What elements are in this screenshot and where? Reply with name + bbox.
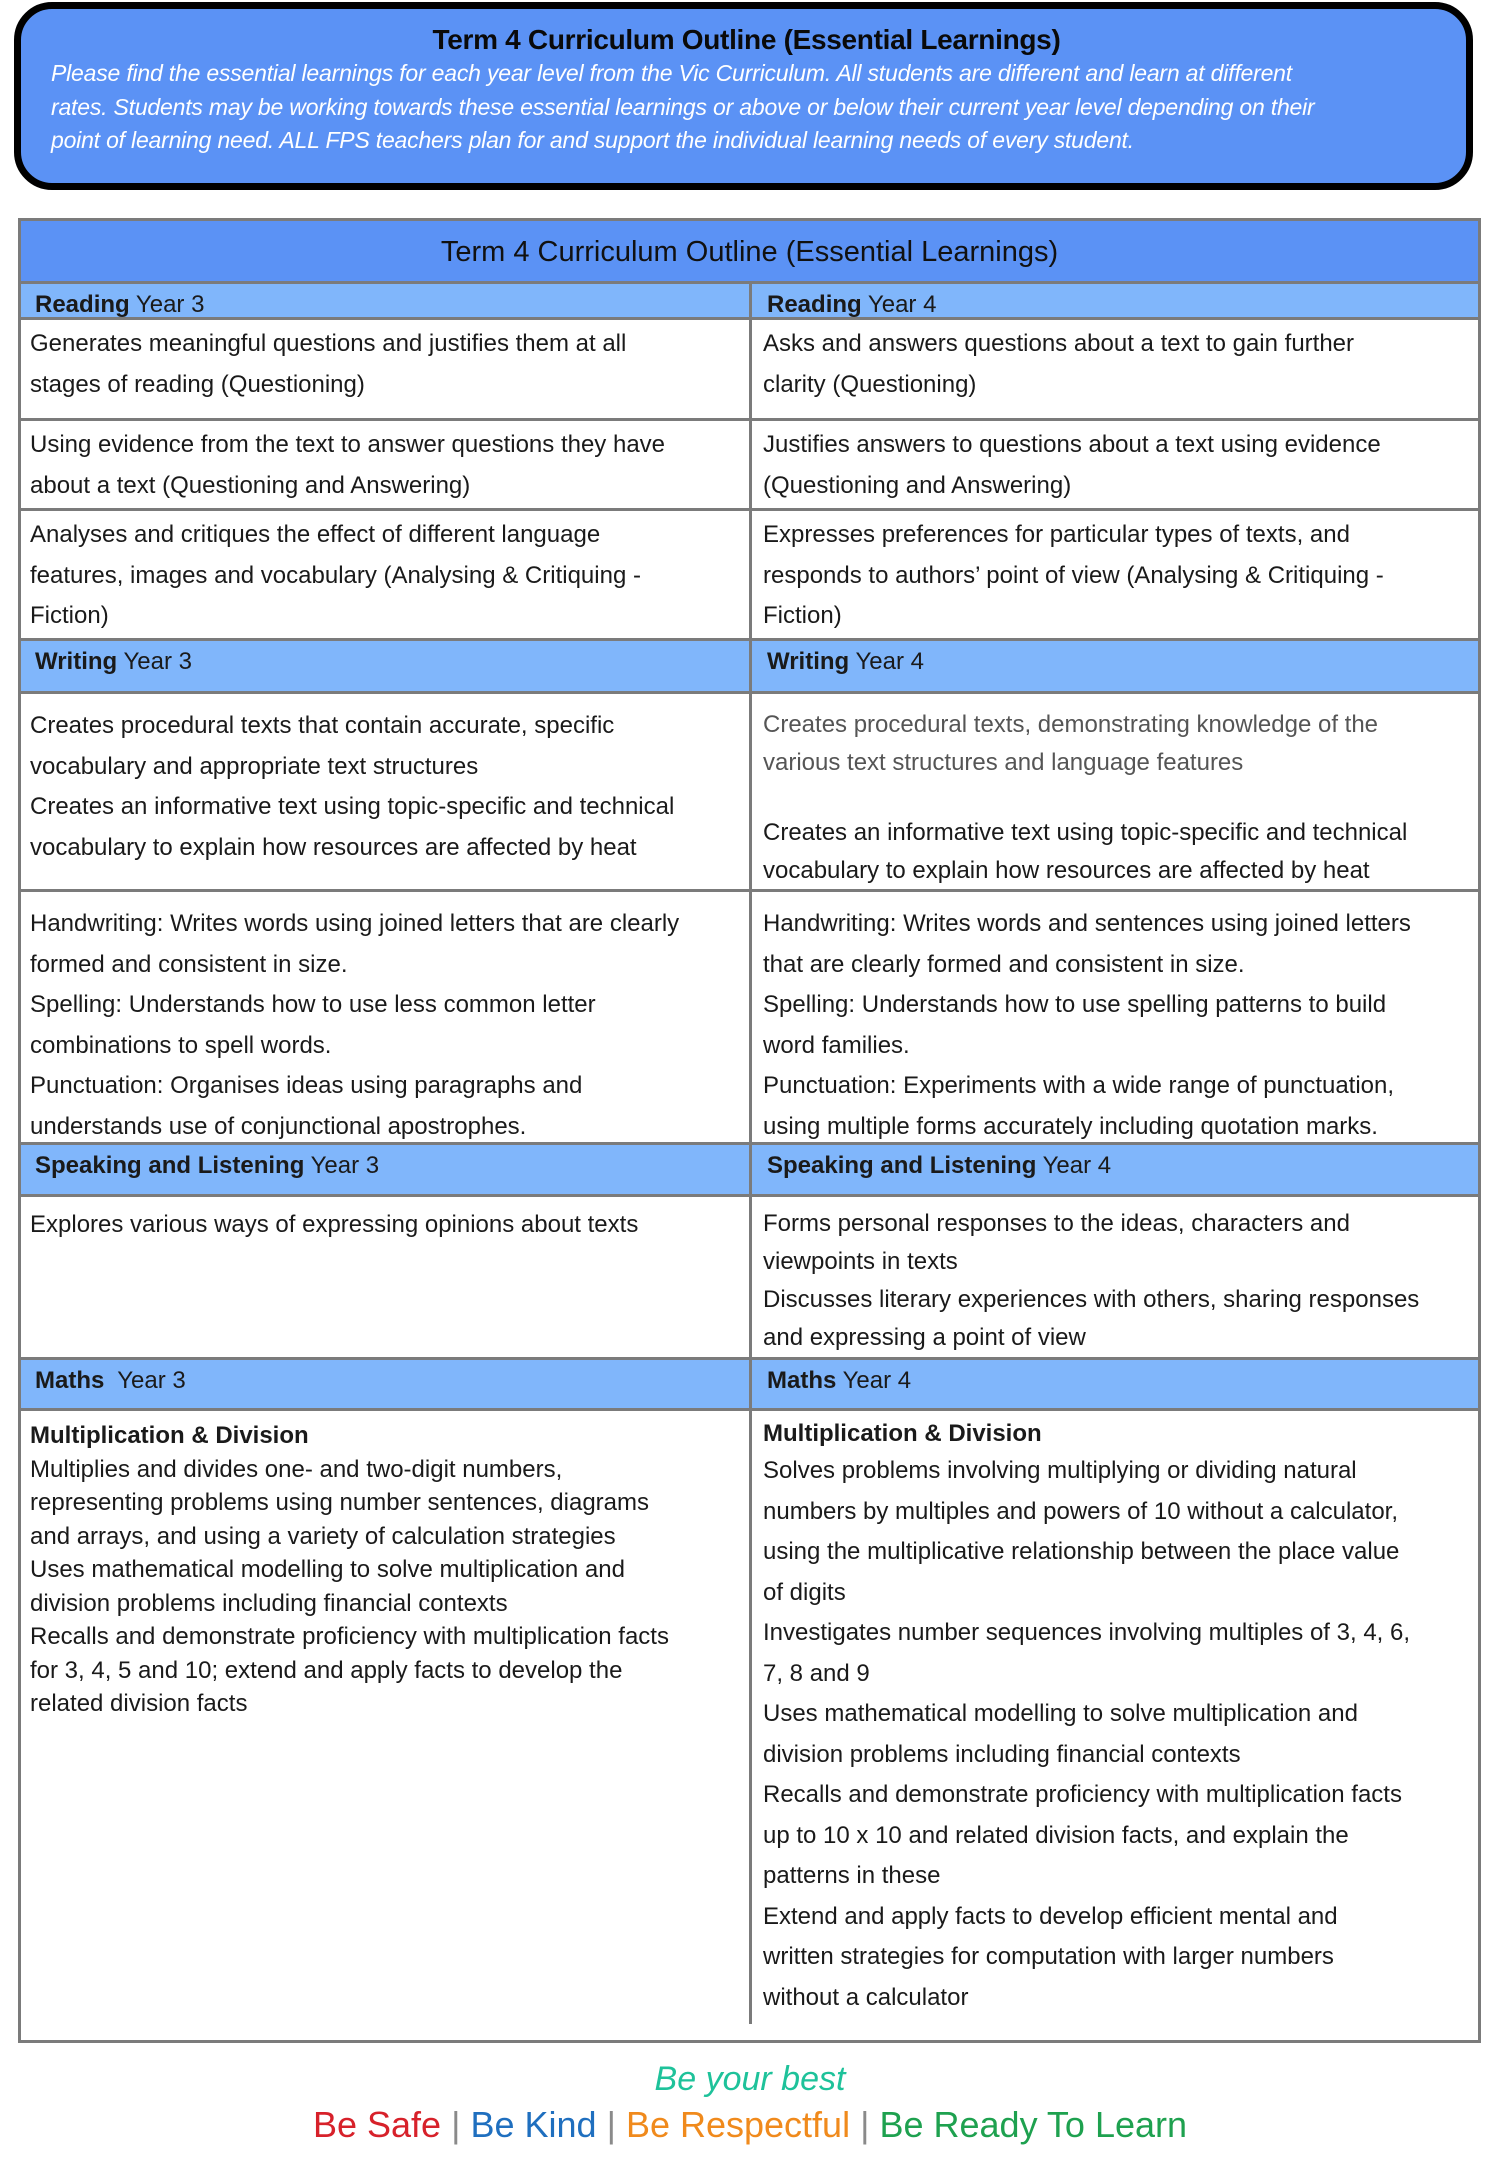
cell-line: vocabulary to explain how resources are affected by heat bbox=[30, 833, 637, 861]
banner-line: rates. Students may be working towards these essential learnings or above or below their current year level depending on their bbox=[51, 93, 1315, 120]
banner-line: point of learning need. ALL FPS teachers plan for and support the individual learning needs of every student. bbox=[51, 127, 1134, 153]
cell-line: about a text (Questioning and Answering) bbox=[30, 471, 471, 499]
cell-line: clarity (Questioning) bbox=[763, 370, 977, 398]
cell-line: Fiction) bbox=[763, 602, 842, 629]
year-label: Year 4 bbox=[1042, 1152, 1112, 1179]
cell-line: numbers by multiples and powers of 10 without a calculator, bbox=[763, 1497, 1399, 1525]
table-row bbox=[21, 511, 1478, 641]
reading-year3-cell bbox=[21, 511, 752, 638]
table-row bbox=[21, 1197, 1478, 1360]
blank-line bbox=[763, 782, 1470, 814]
cell-line: Extend and apply facts to develop efficient mental and bbox=[763, 1902, 1338, 1930]
intro-banner bbox=[14, 2, 1473, 190]
cell-line: division problems including financial contexts bbox=[30, 1589, 508, 1617]
value-be-respectful: Be Respectful bbox=[625, 2104, 851, 2145]
subject-label: Speaking and Listening bbox=[767, 1152, 1037, 1179]
cell-line: and expressing a point of view bbox=[763, 1324, 1086, 1351]
cell-line: Creates procedural texts that contain accurate, specific bbox=[30, 712, 615, 739]
year-label: Year 3 bbox=[310, 1152, 380, 1179]
subject-label: Reading bbox=[35, 291, 130, 318]
subject-label: Maths bbox=[767, 1367, 837, 1394]
cell-line: Spelling: Understands how to use spelling patterns to build bbox=[763, 991, 1387, 1018]
cell-line: and arrays, and using a variety of calculation strategies bbox=[30, 1522, 616, 1550]
year-label: Year 3 bbox=[123, 648, 192, 675]
cell-line: using the multiplicative relationship between the place value bbox=[763, 1538, 1400, 1565]
banner-line: Please find the essential learnings for each year level from the Vic Curriculum. All students are different and learn at different bbox=[51, 60, 1292, 86]
header-speaking-year3 bbox=[21, 1145, 752, 1194]
cell-line: Using evidence from the text to answer questions they have bbox=[30, 431, 666, 458]
maths-subheading: Multiplication & Division bbox=[30, 1422, 309, 1449]
cell-line: Creates procedural texts, demonstrating knowledge of the bbox=[763, 711, 1379, 738]
values-line bbox=[0, 2101, 1500, 2149]
cell-line: that are clearly formed and consistent in size. bbox=[763, 950, 1245, 978]
value-be-ready-to-learn: Be Ready To Learn bbox=[879, 2104, 1188, 2145]
header-reading-year4 bbox=[752, 284, 1478, 317]
table-row bbox=[21, 892, 1478, 1145]
cell-line: written strategies for computation with larger numbers bbox=[763, 1943, 1334, 1970]
school-values-footer bbox=[0, 2057, 1500, 2149]
subject-label: Reading bbox=[767, 291, 862, 318]
cell-line: word families. bbox=[763, 1031, 910, 1059]
separator: | bbox=[606, 2104, 616, 2145]
cell-line: (Questioning and Answering) bbox=[763, 471, 1072, 499]
cell-line: Solves problems involving multiplying or dividing natural bbox=[763, 1457, 1357, 1484]
cell-line: for 3, 4, 5 and 10; extend and apply facts to develop the bbox=[30, 1656, 623, 1684]
cell-line: vocabulary to explain how resources are affected by heat bbox=[763, 857, 1370, 884]
cell-line: Fiction) bbox=[30, 602, 109, 629]
cell-line: understands use of conjunctional apostrophes. bbox=[30, 1112, 527, 1140]
motto: Be your best bbox=[654, 2060, 846, 2098]
cell-line: Generates meaningful questions and justifies them at all bbox=[30, 330, 627, 357]
cell-line: combinations to spell words. bbox=[30, 1031, 332, 1059]
section-header-reading bbox=[21, 284, 1478, 320]
cell-line: Investigates number sequences involving multiples of 3, 4, 6, bbox=[763, 1619, 1411, 1646]
maths-subheading: Multiplication & Division bbox=[763, 1420, 1042, 1447]
reading-year3-cell bbox=[21, 320, 752, 418]
cell-line: of digits bbox=[763, 1578, 846, 1606]
section-header-maths bbox=[21, 1360, 1478, 1411]
cell-line: Explores various ways of expressing opinions about texts bbox=[30, 1211, 639, 1238]
cell-line: Recalls and demonstrate proficiency with multiplication facts bbox=[763, 1781, 1402, 1808]
cell-line: Creates an informative text using topic-specific and technical bbox=[763, 819, 1408, 846]
value-be-kind: Be Kind bbox=[470, 2104, 597, 2145]
cell-line: patterns in these bbox=[763, 1862, 941, 1889]
cell-line: Uses mathematical modelling to solve multiplication and bbox=[30, 1556, 625, 1583]
subject-label: Speaking and Listening bbox=[35, 1152, 305, 1179]
header-writing-year3 bbox=[21, 641, 752, 691]
speaking-year4-cell bbox=[752, 1197, 1478, 1357]
cell-line: up to 10 x 10 and related division facts, and explain the bbox=[763, 1821, 1349, 1849]
banner-description bbox=[51, 57, 1442, 158]
cell-line: Handwriting: Writes words and sentences using joined letters bbox=[763, 910, 1411, 937]
table-row bbox=[21, 1411, 1478, 2024]
cell-line: 7, 8 and 9 bbox=[763, 1659, 870, 1687]
reading-year4-cell bbox=[752, 511, 1478, 638]
cell-line: division problems including financial contexts bbox=[763, 1740, 1241, 1768]
section-header-speaking-listening bbox=[21, 1145, 1478, 1197]
writing-year4-cell bbox=[752, 892, 1478, 1142]
header-maths-year4 bbox=[752, 1360, 1478, 1408]
cell-line: Asks and answers questions about a text to gain further bbox=[763, 330, 1355, 357]
year-label: Year 3 bbox=[117, 1367, 186, 1394]
cell-line: Punctuation: Experiments with a wide range of punctuation, bbox=[763, 1072, 1395, 1099]
subject-label: Maths bbox=[35, 1367, 105, 1394]
cell-line: using multiple forms accurately including quotation marks. bbox=[763, 1112, 1378, 1140]
cell-line: Punctuation: Organises ideas using paragraphs and bbox=[30, 1072, 583, 1099]
cell-line: responds to authors’ point of view (Analysing & Critiquing - bbox=[763, 561, 1384, 589]
separator: | bbox=[860, 2104, 870, 2145]
speaking-year3-cell bbox=[21, 1197, 752, 1357]
writing-year3-cell bbox=[21, 892, 752, 1142]
cell-line: Expresses preferences for particular types of texts, and bbox=[763, 521, 1350, 548]
cell-line: Handwriting: Writes words using joined letters that are clearly bbox=[30, 910, 680, 937]
year-label: Year 4 bbox=[867, 291, 937, 318]
cell-line: features, images and vocabulary (Analysing & Critiquing - bbox=[30, 561, 641, 589]
header-reading-year3 bbox=[21, 284, 752, 317]
curriculum-table bbox=[18, 218, 1481, 2043]
section-header-writing bbox=[21, 641, 1478, 694]
value-be-safe: Be Safe bbox=[312, 2104, 442, 2145]
writing-year3-cell bbox=[21, 694, 752, 889]
reading-year4-cell bbox=[752, 421, 1478, 508]
subject-label: Writing bbox=[767, 648, 850, 675]
cell-line: Creates an informative text using topic-specific and technical bbox=[30, 793, 675, 820]
separator: | bbox=[451, 2104, 461, 2145]
cell-line: Uses mathematical modelling to solve multiplication and bbox=[763, 1700, 1358, 1727]
reading-year4-cell bbox=[752, 320, 1478, 418]
subject-label: Writing bbox=[35, 648, 118, 675]
cell-line: Spelling: Understands how to use less common letter bbox=[30, 991, 596, 1018]
banner-title: Term 4 Curriculum Outline (Essential Learnings) bbox=[432, 24, 1061, 55]
cell-line: without a calculator bbox=[763, 1983, 969, 2011]
cell-line: viewpoints in texts bbox=[763, 1248, 958, 1275]
cell-line: various text structures and language features bbox=[763, 749, 1244, 776]
cell-line: Multiplies and divides one- and two-digit numbers, bbox=[30, 1455, 563, 1483]
cell-line: related division facts bbox=[30, 1690, 248, 1717]
header-speaking-year4 bbox=[752, 1145, 1478, 1194]
table-title: Term 4 Curriculum Outline (Essential Learnings) bbox=[21, 221, 1478, 284]
year-label: Year 4 bbox=[842, 1367, 912, 1394]
cell-line: Analyses and critiques the effect of different language bbox=[30, 521, 601, 548]
cell-line: vocabulary and appropriate text structures bbox=[30, 752, 479, 780]
cell-line: Discusses literary experiences with others, sharing responses bbox=[763, 1286, 1420, 1313]
cell-line: Justifies answers to questions about a text using evidence bbox=[763, 431, 1381, 458]
cell-line: Forms personal responses to the ideas, characters and bbox=[763, 1210, 1350, 1237]
cell-line: stages of reading (Questioning) bbox=[30, 370, 365, 398]
table-row bbox=[21, 320, 1478, 421]
maths-year4-cell bbox=[752, 1411, 1478, 2024]
table-row bbox=[21, 694, 1478, 892]
table-row bbox=[21, 421, 1478, 511]
header-writing-year4 bbox=[752, 641, 1478, 691]
writing-year4-cell bbox=[752, 694, 1478, 889]
cell-line: Recalls and demonstrate proficiency with multiplication facts bbox=[30, 1623, 669, 1650]
maths-year3-cell bbox=[21, 1411, 752, 2024]
header-maths-year3 bbox=[21, 1360, 752, 1408]
year-label: Year 4 bbox=[855, 648, 924, 675]
cell-line: formed and consistent in size. bbox=[30, 950, 348, 978]
cell-line: representing problems using number sentences, diagrams bbox=[30, 1489, 649, 1516]
year-label: Year 3 bbox=[135, 291, 205, 318]
reading-year3-cell bbox=[21, 421, 752, 508]
